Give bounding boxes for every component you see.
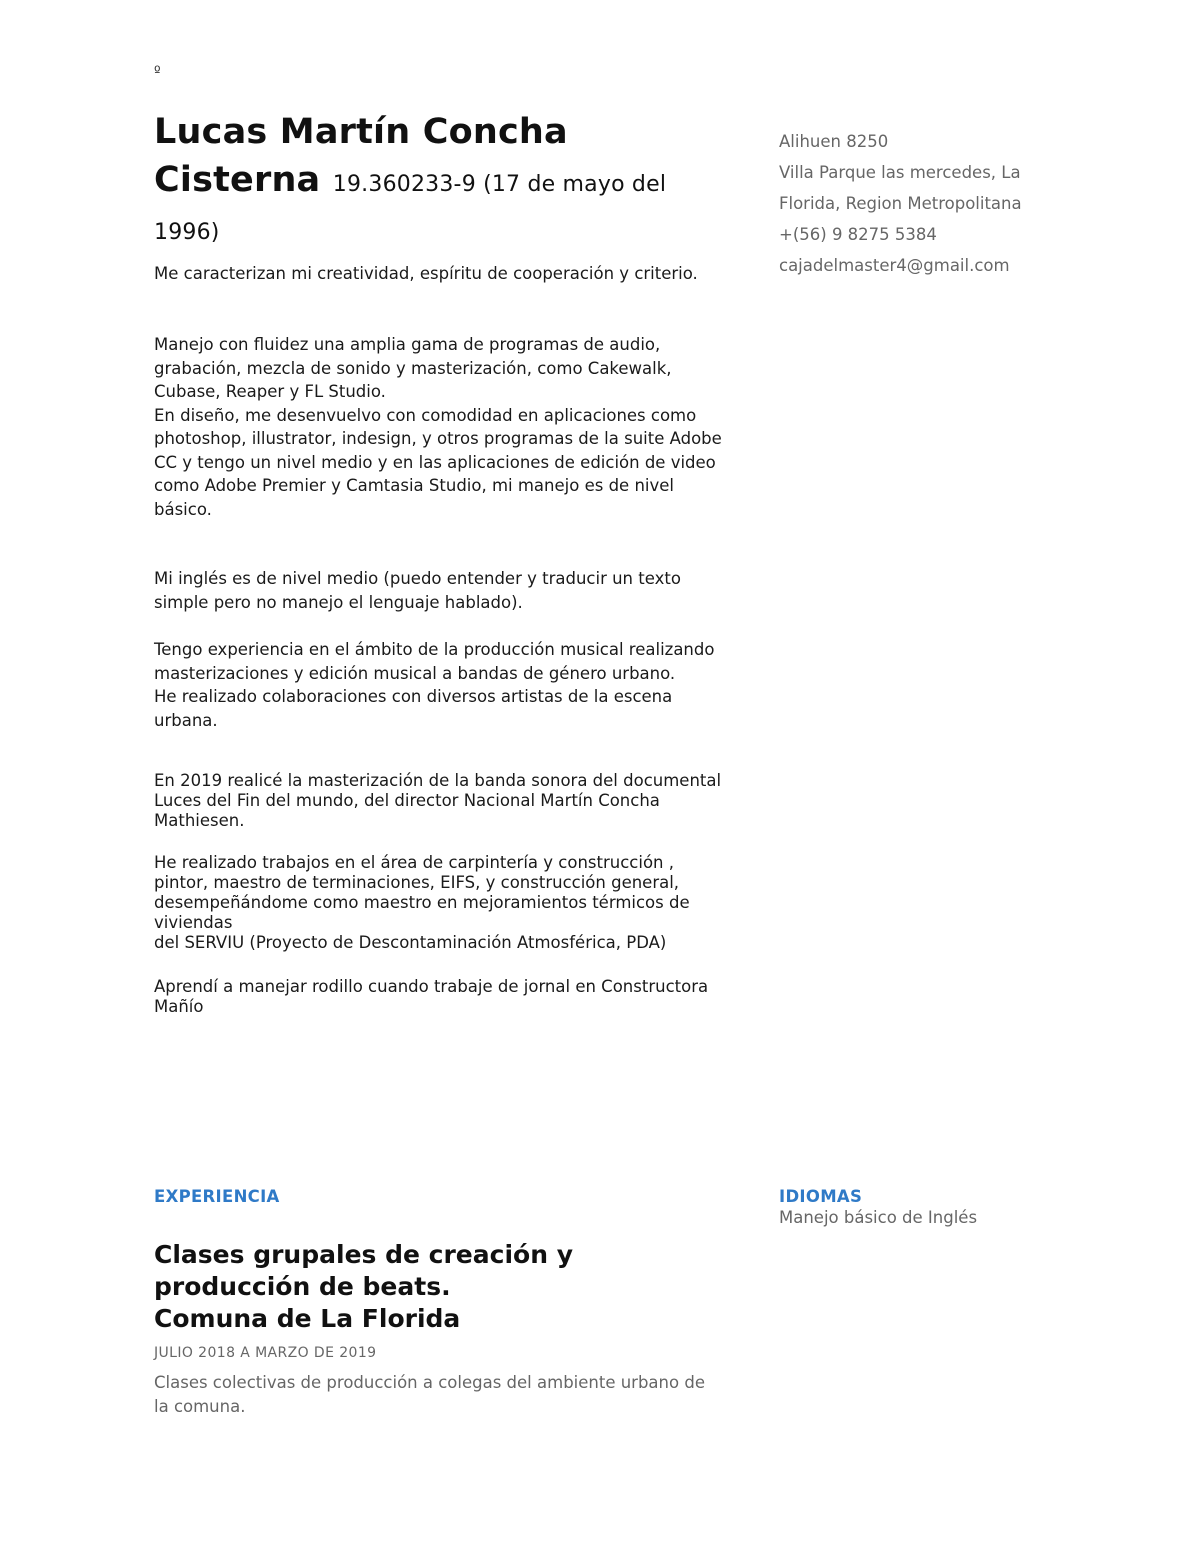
profile-skills xyxy=(154,333,724,521)
contact-info xyxy=(779,126,1079,281)
profile-paragraph-3: En diseño, me desenvuelvo con comodidad en aplicaciones como photoshop, illustrator, indesign, y otros programas de la suite Adobe CC y tengo un nivel medio y en las aplicaciones de edición de video como Adobe Premier y Camtasia Studio, mi manejo es de nivel básico. xyxy=(154,405,722,519)
profile-paragraph-9: del SERVIU (Proyecto de Descontaminación Atmosférica, PDA) xyxy=(154,933,667,952)
name-surname: Cisterna xyxy=(154,160,321,200)
profile-paragraph-10: Aprendí a manejar rodillo cuando trabaje de jornal en Constructora Mañío xyxy=(154,977,709,1016)
profile-paragraph-5: Tengo experiencia en el ámbito de la producción musical realizando masterizaciones y edición musical a bandas de género urbano. xyxy=(154,640,715,683)
document-marker: º xyxy=(154,64,161,80)
profile-paragraph-6: He realizado colaboraciones con diversos artistas de la escena urbana. xyxy=(154,687,673,730)
job-date: JULIO 2018 A MARZO DE 2019 xyxy=(154,1345,377,1361)
contact-email[interactable]: cajadelmaster4@gmail.com xyxy=(779,256,1010,275)
job-description: Clases colectivas de producción a colegas del ambiente urbano de la comuna. xyxy=(154,1373,705,1416)
name-line-2 xyxy=(154,156,724,252)
page-title xyxy=(154,108,724,252)
name-line-1: Lucas Martín Concha xyxy=(154,112,568,152)
profile-paragraph-2: Manejo con fluidez una amplia gama de programas de audio, grabación, mezcla de sonido y masterización, como Cakewalk, Cubase, Reaper y FL Studio. xyxy=(154,335,672,401)
contact-area-line-1: Villa Parque las mercedes, La xyxy=(779,163,1021,182)
id-birth-date: 19.360233-9 (17 de mayo del 1996) xyxy=(154,172,667,245)
profile-paragraph-8: He realizado trabajos en el área de carpintería y construcción , pintor, maestro de terminaciones, EIFS, y construcción general, desempeñándome como maestro en mejoramientos térmicos de viviendas xyxy=(154,853,690,932)
contact-area-line-2: Florida, Region Metropolitana xyxy=(779,194,1022,213)
profile-paragraph-4: Mi inglés es de nivel medio (puedo entender y traducir un texto simple pero no manejo el lenguaje hablado). xyxy=(154,569,681,612)
contact-phone: +(56) 9 8275 5384 xyxy=(779,225,937,244)
profile-paragraph-1: Me caracterizan mi creatividad, espíritu de cooperación y criterio. xyxy=(154,264,698,283)
job-title-line-3: Comuna de La Florida xyxy=(154,1304,461,1333)
profile-paragraph-7: En 2019 realicé la masterización de la banda sonora del documental Luces del Fin del mundo, del director Nacional Martín Concha Mathiesen. xyxy=(154,771,722,830)
language-item: Manejo básico de Inglés xyxy=(779,1208,978,1227)
profile-construction xyxy=(154,853,724,953)
job-title-line-1: Clases grupales de creación y xyxy=(154,1240,573,1269)
profile-experience xyxy=(154,638,724,732)
languages-heading: IDIOMAS xyxy=(779,1187,863,1206)
job-title xyxy=(154,1239,724,1335)
experience-heading: EXPERIENCIA xyxy=(154,1187,280,1206)
job-title-line-2: producción de beats. xyxy=(154,1272,451,1301)
contact-address: Alihuen 8250 xyxy=(779,132,889,151)
